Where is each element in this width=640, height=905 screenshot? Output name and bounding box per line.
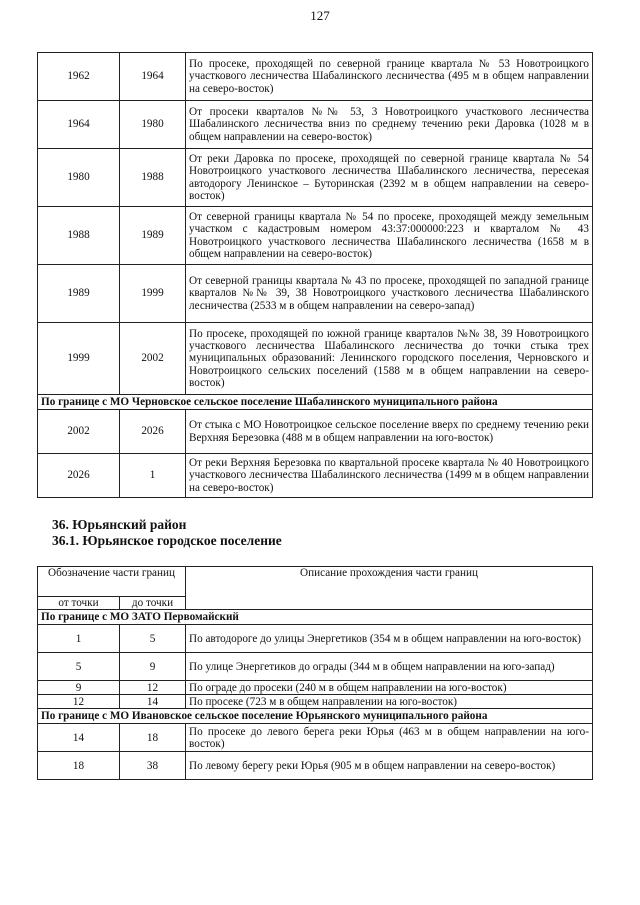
description-header: Описание прохождения части границ — [186, 567, 593, 610]
boundary-table-yuryansky — [37, 566, 593, 780]
table-row — [38, 681, 593, 695]
table-row — [38, 454, 593, 498]
from-point: 1964 — [38, 101, 120, 149]
to-header: до точки — [120, 597, 186, 610]
to-point: 38 — [120, 752, 186, 780]
boundary-description: По левому берегу реки Юрья (905 м в общем направлении на северо-восток) — [186, 752, 593, 780]
to-point: 1999 — [120, 265, 186, 323]
table-row — [38, 101, 593, 149]
from-point: 1962 — [38, 53, 120, 101]
to-point: 12 — [120, 681, 186, 695]
boundary-description: От реки Даровка по просеке, проходящей по северной границе квартала № 54 Новотроицкого участкового лесничества Шабалинского лесничества, пересекая автодорогу Ленинское – Буторинская (2392 м в общем направлении на северо-восток) — [186, 149, 593, 207]
from-point: 1 — [38, 625, 120, 653]
to-point: 5 — [120, 625, 186, 653]
settlement-heading: 36.1. Юрьянское городское поселение — [52, 533, 282, 548]
to-point: 1988 — [120, 149, 186, 207]
page-number: 127 — [310, 8, 330, 23]
to-point: 14 — [120, 695, 186, 709]
from-point: 9 — [38, 681, 120, 695]
to-point: 1989 — [120, 207, 186, 265]
boundary-description: От реки Верхняя Березовка по квартальной просеке квартала № 40 Новотроицкого участкового лесничества Шабалинского лесничества (1499 м в общем направлении на северо-восток) — [186, 454, 593, 498]
table-row — [38, 625, 593, 653]
table-row — [38, 695, 593, 709]
table-row — [38, 207, 593, 265]
table-row — [38, 149, 593, 207]
from-point: 1999 — [38, 323, 120, 395]
boundary-description: От стыка с МО Новотроицкое сельское поселение вверх по среднему течению реки Верхняя Березовка (488 м в общем направлении на юго-восток) — [186, 410, 593, 454]
to-point: 1 — [120, 454, 186, 498]
boundary-description: По автодороге до улицы Энергетиков (354 м в общем направлении на юго-восток) — [186, 625, 593, 653]
boundary-description: От северной границы квартала № 43 по просеке, проходящей по западной границе кварталов №№ 39, 38 Новотроицкого участкового лесничества Шабалинского лесничества (2533 м в общем направлении на северо-запад) — [186, 265, 593, 323]
table-row — [38, 323, 593, 395]
table-row — [38, 265, 593, 323]
boundary-description: От просеки кварталов №№ 53, 3 Новотроицкого участкового лесничества Шабалинского лесничества вниз по среднему течению реки Даровка (1028 м в общем направлении на северо-восток) — [186, 101, 593, 149]
to-point: 2002 — [120, 323, 186, 395]
from-point: 2002 — [38, 410, 120, 454]
from-point: 1989 — [38, 265, 120, 323]
section-row — [38, 709, 593, 724]
from-point: 18 — [38, 752, 120, 780]
boundary-description: По просеке (723 м в общем направлении на юго-восток) — [186, 695, 593, 709]
section-heading: По границе с МО ЗАТО Первомайский — [38, 610, 593, 625]
section-row — [38, 395, 593, 410]
boundary-description: По просеке, проходящей по южной границе кварталов №№ 38, 39 Новотроицкого участкового лесничества Шабалинского лесничества до точки стыка трех муниципальных образований: Ленинского городского поселения, Черновского и Новотроицкого сельских поселений (1588 м в общем направлении на северо-восток) — [186, 323, 593, 395]
from-point: 14 — [38, 724, 120, 752]
boundary-description: По ограде до просеки (240 м в общем направлении на юго-восток) — [186, 681, 593, 695]
boundary-table-shabalinsky — [37, 52, 593, 498]
from-point: 5 — [38, 653, 120, 681]
to-point: 9 — [120, 653, 186, 681]
district-heading: 36. Юрьянский район — [52, 517, 187, 532]
table-header-row — [38, 567, 593, 597]
table-row — [38, 53, 593, 101]
part-header: Обозначение части границ — [38, 567, 186, 597]
from-point: 1980 — [38, 149, 120, 207]
to-point: 1964 — [120, 53, 186, 101]
table-row — [38, 653, 593, 681]
section-row — [38, 610, 593, 625]
section-heading: По границе с МО Ивановское сельское поселение Юрьянского муниципального района — [38, 709, 593, 724]
from-point: 2026 — [38, 454, 120, 498]
from-header: от точки — [38, 597, 120, 610]
table-row — [38, 752, 593, 780]
boundary-description: По просеке до левого берега реки Юрья (463 м в общем направлении на юго-восток) — [186, 724, 593, 752]
table-row — [38, 724, 593, 752]
section-heading: По границе с МО Черновское сельское поселение Шабалинского муниципального района — [38, 395, 593, 410]
boundary-description: По улице Энергетиков до ограды (344 м в общем направлении на юго-запад) — [186, 653, 593, 681]
boundary-description: От северной границы квартала № 54 по просеке, проходящей между земельным участком с кадастровым номером 43:37:000000:223 и кварталом № 43 Новотроицкого участкового лесничества Шабалинского лесничества (1658 м в общем направлении на северо-восток) — [186, 207, 593, 265]
from-point: 12 — [38, 695, 120, 709]
to-point: 18 — [120, 724, 186, 752]
from-point: 1988 — [38, 207, 120, 265]
to-point: 2026 — [120, 410, 186, 454]
table-row — [38, 410, 593, 454]
to-point: 1980 — [120, 101, 186, 149]
boundary-description: По просеке, проходящей по северной границе квартала № 53 Новотроицкого участкового лесничества Шабалинского лесничества (495 м в общем направлении на северо-восток) — [186, 53, 593, 101]
